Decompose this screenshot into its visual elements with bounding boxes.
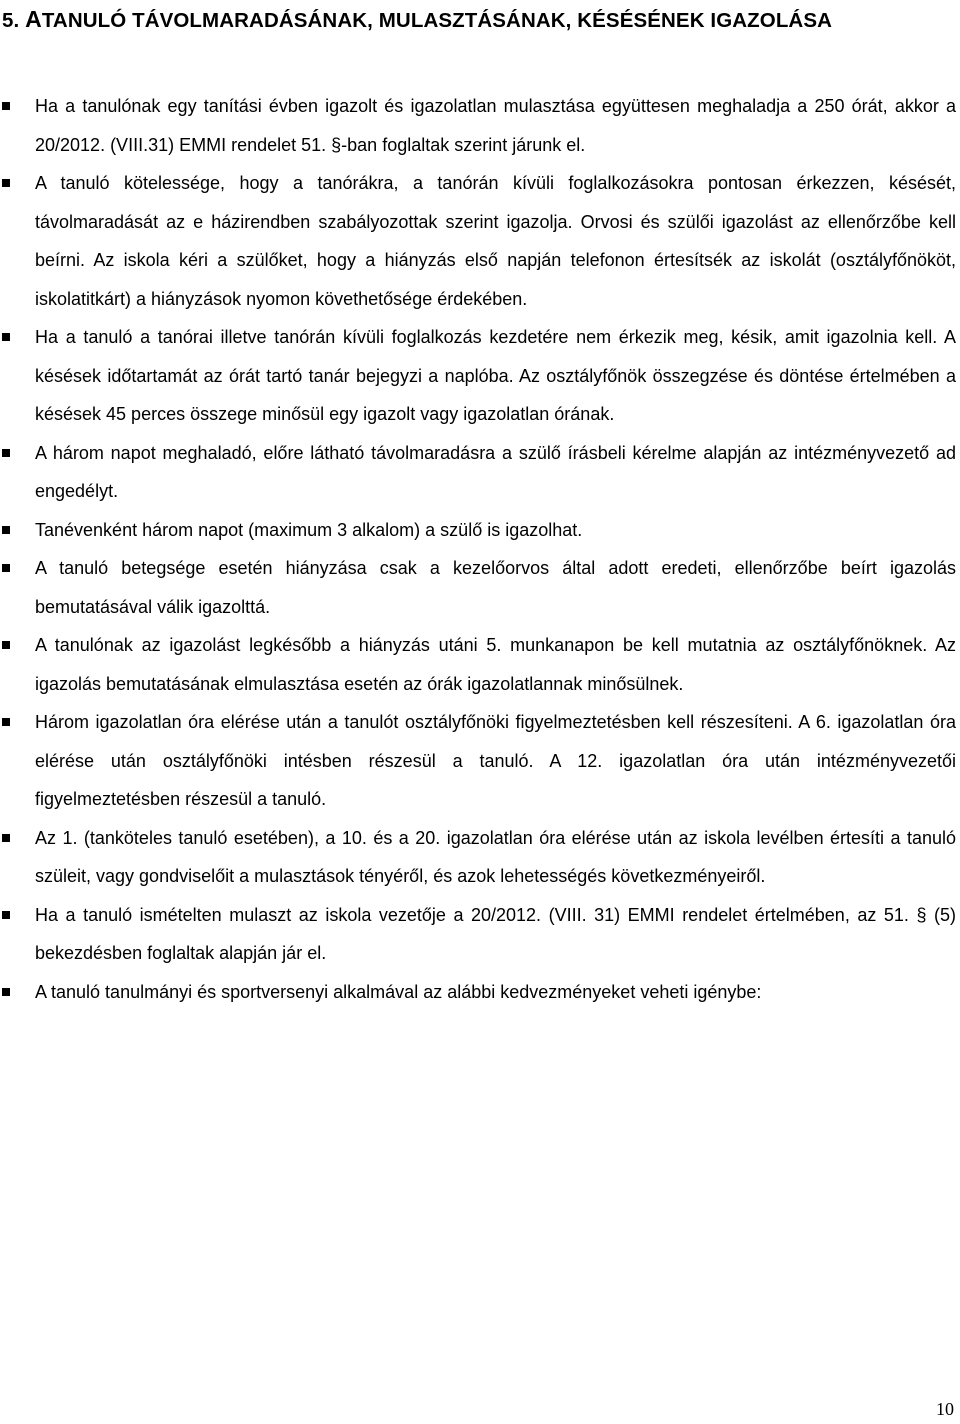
list-item-text: A három napot meghaladó, előre látható távolmaradásra a szülő írásbeli kérelme alapján az intézményvezető ad engedélyt.: [35, 442, 956, 501]
section-title-rest: TANULÓ TÁVOLMARADÁSÁNAK, MULASZTÁSÁNAK, KÉSÉSÉNEK IGAZOLÁSA: [41, 9, 833, 32]
page-number: 10: [936, 1399, 954, 1419]
list-item: [0, 549, 960, 626]
section-heading: [2, 4, 942, 36]
list-item-text: Ha a tanuló a tanórai illetve tanórán kívüli foglalkozás kezdetére nem érkezik meg, késik, amit igazolnia kell. A késések időtartamát az órát tartó tanár bejegyzi a naplóba. Az osztályfőnök összegzése és döntése értelmében a késések 45 perces összege minősül egy igazolt vagy igazolatlan órának.: [35, 327, 956, 424]
section-title-initial: A: [25, 6, 42, 32]
square-bullet-icon: [2, 333, 10, 341]
list-item-text: A tanulónak az igazolást legkésőbb a hiányzás utáni 5. munkanapon be kell mutatnia az osztályfőnöknek. Az igazolás bemutatásának elmulasztása esetén az órák igazolatlannak minősülnek.: [35, 635, 956, 694]
list-item-text: A tanuló tanulmányi és sportversenyi alkalmával az alábbi kedvezményeket veheti igénybe:: [35, 981, 762, 1002]
square-bullet-icon: [2, 564, 10, 572]
square-bullet-icon: [2, 449, 10, 457]
list-item-text: A tanuló kötelessége, hogy a tanórákra, a tanórán kívüli foglalkozásokra pontosan érkezzen, késését, távolmaradását az e házirendben szabályozottak szerint igazolja. Orvosi és szülői igazolást az ellenőrzőbe kell beírni. Az iskola kéri a szülőket, hogy a hiányzás első napján telefonon értesítsék az iskolát (osztályfőnököt, iskolatitkárt) a hiányzások nyomon követhetősége érdekében.: [35, 173, 956, 309]
list-item-text: Három igazolatlan óra elérése után a tanulót osztályfőnöki figyelmeztetésben kell részesíteni. A 6. igazolatlan óra elérése után osztályfőnöki intésben részesül a tanuló. A 12. igazolatlan óra után intézményvezetői figyelmeztetésben részesül a tanuló.: [35, 712, 956, 809]
square-bullet-icon: [2, 834, 10, 842]
list-item: [0, 87, 960, 164]
list-item: [0, 511, 960, 550]
square-bullet-icon: [2, 179, 10, 187]
square-bullet-icon: [2, 718, 10, 726]
list-item: [0, 626, 960, 703]
list-item: [0, 703, 960, 819]
rules-list: [0, 87, 960, 1011]
list-item: [0, 819, 960, 896]
list-item: [0, 164, 960, 318]
list-item-text: Az 1. (tanköteles tanuló esetében), a 10. és a 20. igazolatlan óra elérése után az iskola levélben értesíti a tanuló szüleit, vagy gondviselőit a mulasztások tényéről, és azok lehetességés következményeiről.: [35, 827, 956, 886]
square-bullet-icon: [2, 641, 10, 649]
square-bullet-icon: [2, 988, 10, 996]
list-item: [0, 434, 960, 511]
square-bullet-icon: [2, 526, 10, 534]
list-item-text: Ha a tanulónak egy tanítási évben igazolt és igazolatlan mulasztása együttesen meghaladja a 250 órát, akkor a 20/2012. (VIII.31) EMMI rendelet 51. §-ban foglaltak szerint járunk el.: [35, 96, 956, 155]
list-item: [0, 973, 960, 1012]
section-number: 5.: [2, 9, 20, 32]
list-item: [0, 318, 960, 434]
list-item: [0, 896, 960, 973]
list-item-text: A tanuló betegsége esetén hiányzása csak a kezelőorvos által adott eredeti, ellenőrzőbe beírt igazolás bemutatásával válik igazolttá.: [35, 558, 956, 617]
list-item-text: Tanévenként három napot (maximum 3 alkalom) a szülő is igazolhat.: [35, 519, 583, 540]
square-bullet-icon: [2, 102, 10, 110]
list-item-text: Ha a tanuló ismételten mulaszt az iskola vezetője a 20/2012. (VIII. 31) EMMI rendelet értelmében, az 51. § (5) bekezdésben foglaltak alapján jár el.: [35, 904, 956, 963]
square-bullet-icon: [2, 911, 10, 919]
